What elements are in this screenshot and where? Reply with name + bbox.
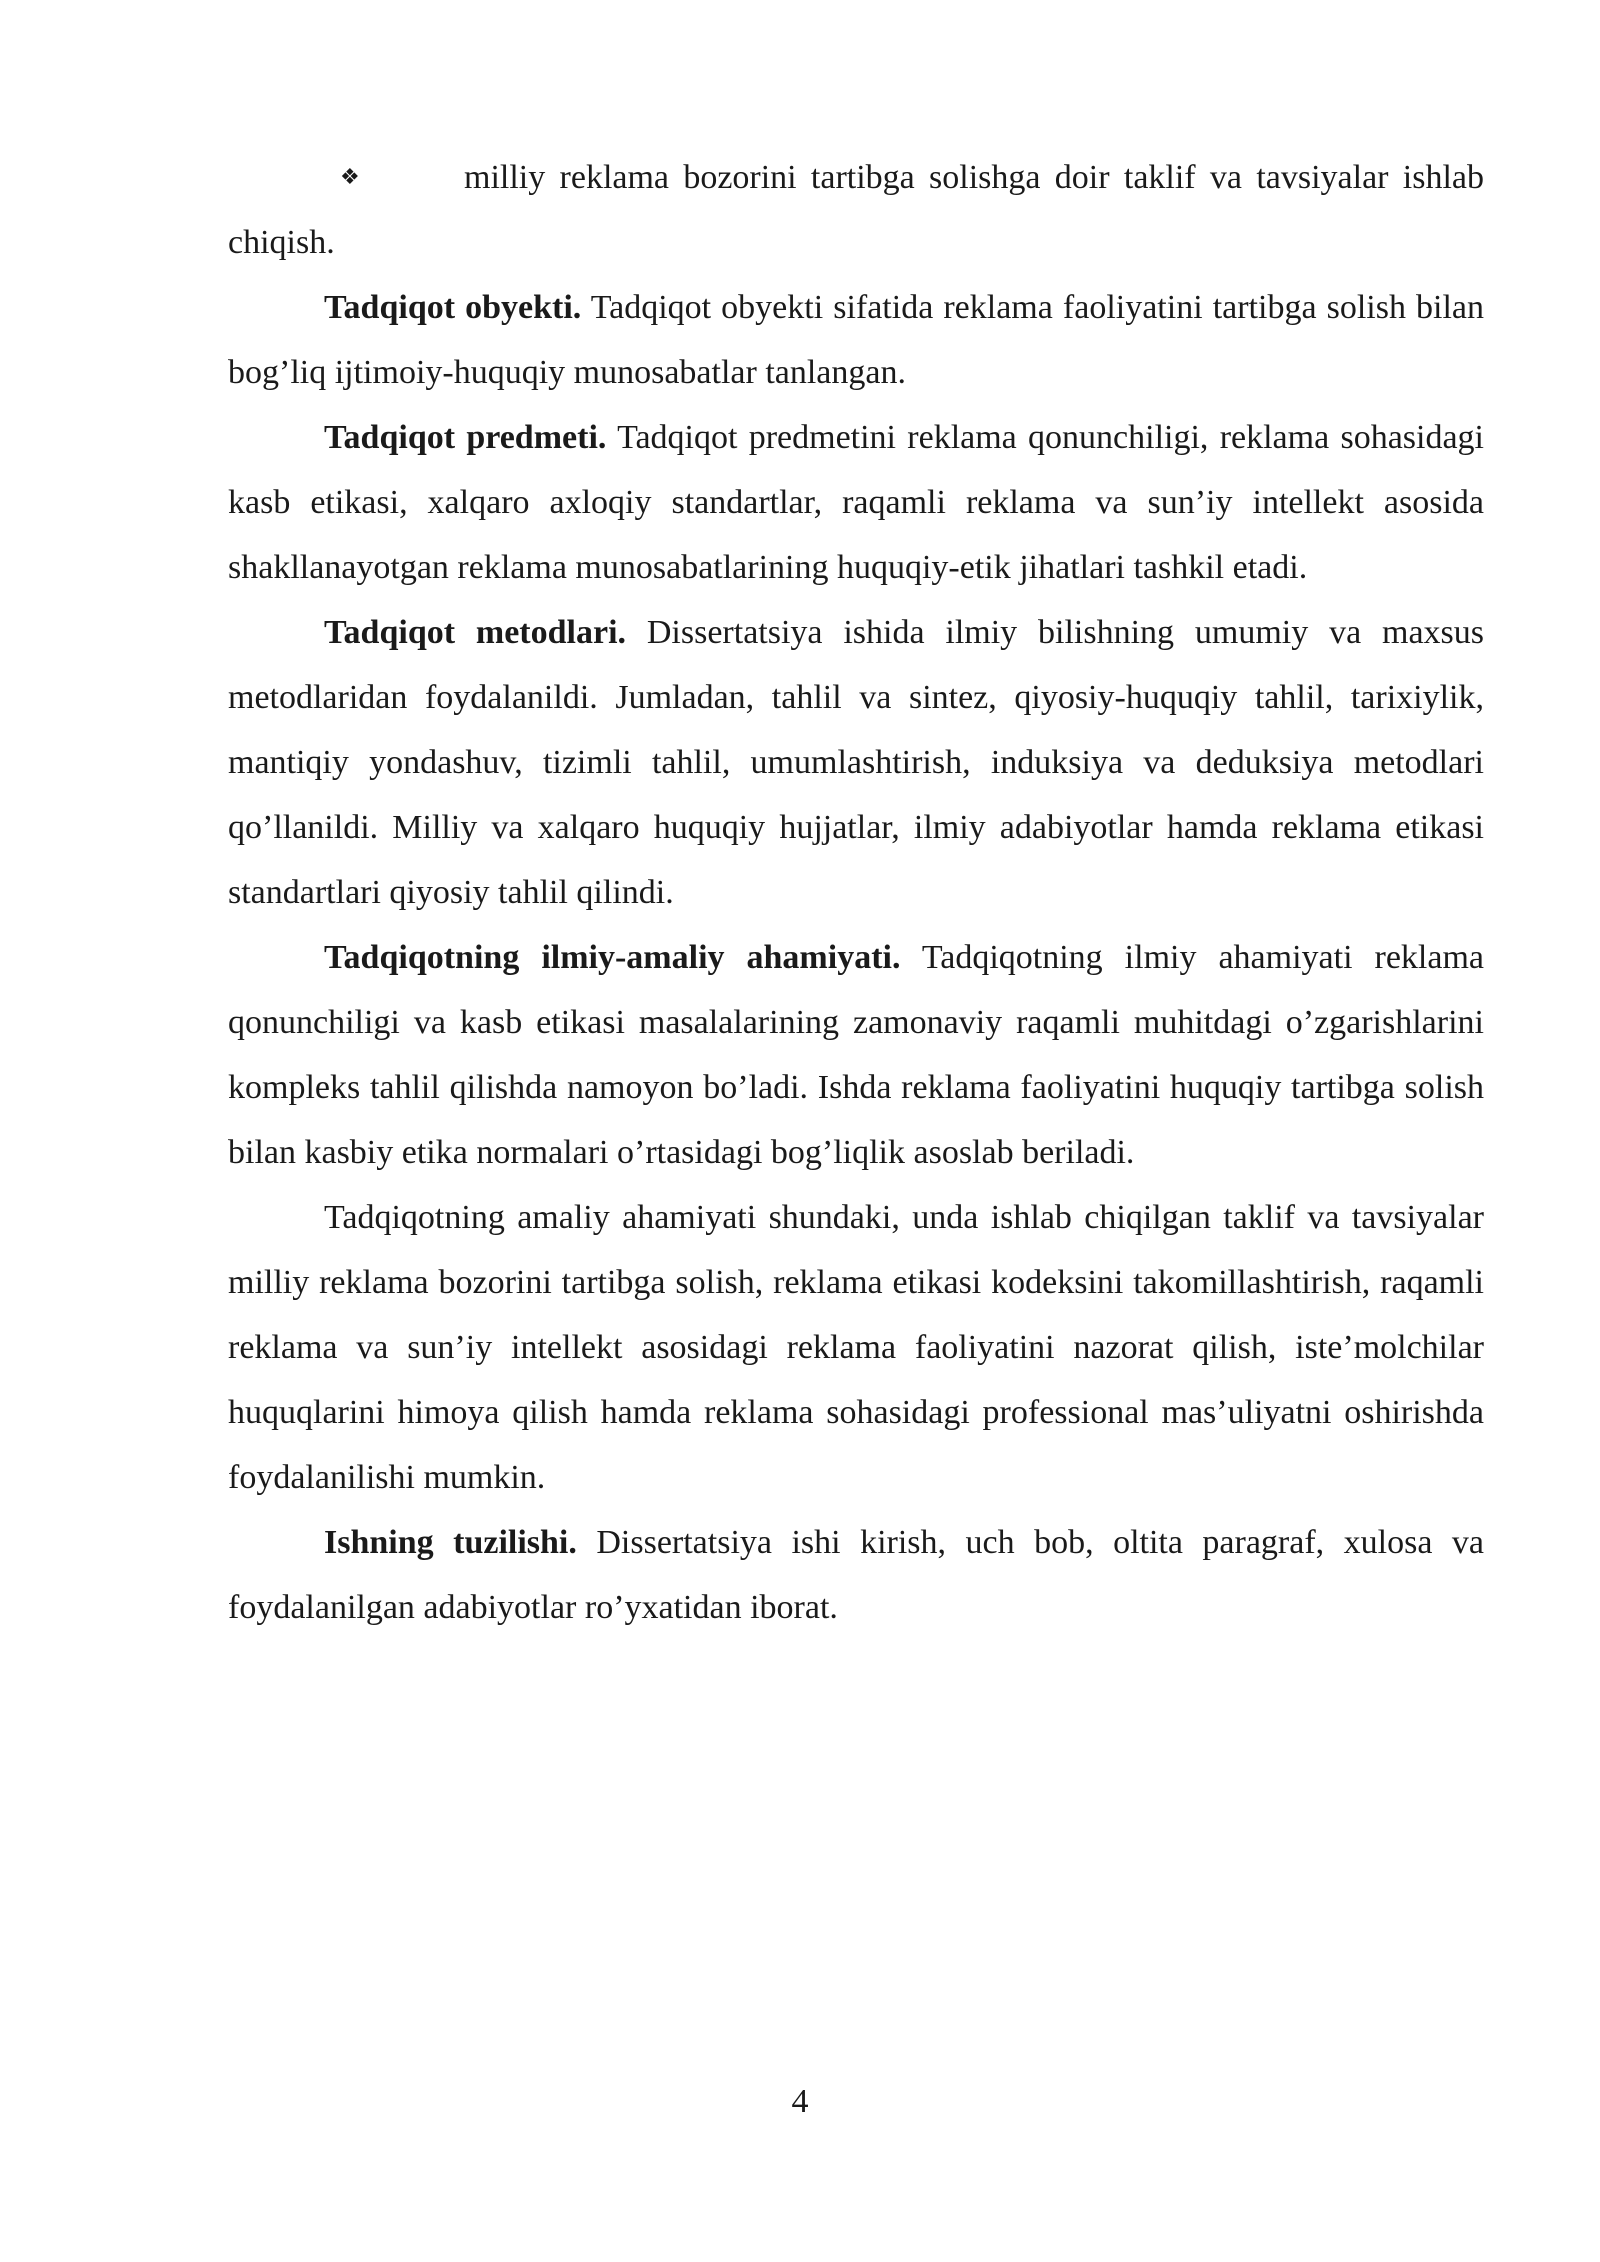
page-body — [228, 144, 1484, 1640]
paragraph-heading: Tadqiqot metodlari. — [324, 614, 627, 651]
paragraph-research-methods — [228, 600, 1484, 925]
paragraph-heading: Tadqiqotning ilmiy-amaliy ahamiyati. — [324, 939, 901, 976]
paragraph-text: Dissertatsiya ishida ilmiy bilishning umumiy va maxsus metodlaridan foydalanildi. Jumladan, tahlil va sintez, qiyosiy-huquqiy tahlil, tarixiylik, mantiqiy yondashuv, tizimli tahlil, umumlashtirish, induksiya va deduksiya metodlari qo’llanildi. Milliy va xalqaro huquqiy hujjatlar, ilmiy adabiyotlar hamda reklama etikasi standartlari qiyosiy tahlil qilindi. — [228, 614, 1484, 911]
diamond-bullet-icon: ❖ — [340, 164, 360, 189]
paragraph-text: Tadqiqot obyekti sifatida reklama faoliyatini tartibga solish bilan bog’liq ijtimoiy-huquqiy munosabatlar tanlangan. — [228, 289, 1484, 391]
bullet-text: milliy reklama bozorini tartibga solishga doir taklif va tavsiyalar ishlab chiqish. — [228, 159, 1484, 261]
paragraph-heading: Tadqiqot predmeti. — [324, 419, 607, 456]
bullet-item — [228, 144, 1484, 275]
paragraph-heading: Tadqiqot obyekti. — [324, 289, 582, 326]
paragraph-work-structure — [228, 1510, 1484, 1640]
paragraph-practical-significance — [228, 1185, 1484, 1510]
paragraph-text: Tadqiqot predmetini reklama qonunchiligi, reklama sohasidagi kasb etikasi, xalqaro axloqiy standartlar, raqamli reklama va sun’iy intellekt asosida shakllanayotgan reklama munosabatlarining huquqiy-etik jihatlari tashkil etadi. — [228, 419, 1484, 586]
paragraph-heading: Ishning tuzilishi. — [324, 1524, 577, 1561]
paragraph-text: Tadqiqotning amaliy ahamiyati shundaki, unda ishlab chiqilgan taklif va tavsiyalar milliy reklama bozorini tartibga solish, reklama etikasi kodeksini takomillashtirish, raqamli reklama va sun’iy intellekt asosidagi reklama faoliyatini nazorat qilish, iste’molchilar huquqlarini himoya qilish hamda reklama sohasidagi professional mas’uliyatni oshirishda foydalanilishi mumkin. — [228, 1199, 1484, 1496]
paragraph-research-subject — [228, 405, 1484, 600]
paragraph-text: Tadqiqotning ilmiy ahamiyati reklama qonunchiligi va kasb etikasi masalalarining zamonaviy raqamli muhitdagi o’zgarishlarini kompleks tahlil qilishda namoyon bo’ladi. Ishda reklama faoliyatini huquqiy tartibga solish bilan kasbiy etika normalari o’rtasidagi bog’liqlik asoslab beriladi. — [228, 939, 1484, 1171]
page-number: 4 — [791, 2083, 809, 2120]
paragraph-research-object — [228, 275, 1484, 405]
paragraph-text: Dissertatsiya ishi kirish, uch bob, oltita paragraf, xulosa va foydalanilgan adabiyotlar ro’yxatidan iborat. — [228, 1524, 1484, 1626]
paragraph-scientific-significance — [228, 925, 1484, 1185]
